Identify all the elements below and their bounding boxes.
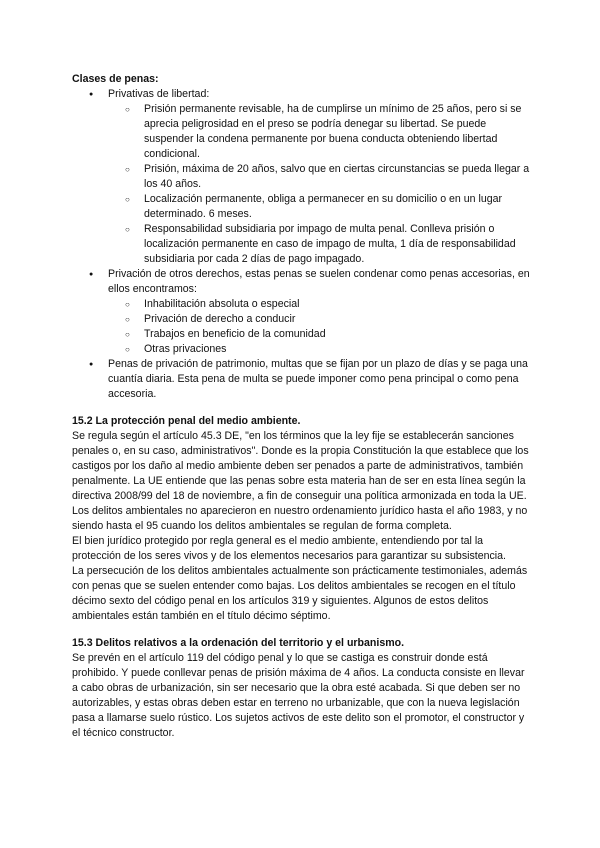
list-item — [72, 87, 532, 267]
penas-list — [72, 87, 532, 402]
sub-list-item: ○ Prisión permanente revisable, ha de cumplirse un mínimo de 25 años, pero si se aprecia peligrosidad en el preso se podría denegar su libertad. Se puede suspender la condena permanente por buena conducta obteniendo libertad condicional. — [108, 102, 532, 162]
sub-list-item: ○ Inhabilitación absoluta o especial — [108, 297, 532, 312]
list-item-text: Penas de privación de patrimonio, multas que se fijan por un plazo de días y se paga una cuantía diaria. Esta pena de multa se puede imponer como pena principal o como pena accesoria. — [108, 358, 528, 400]
sub-list-item: ○ Privación de derecho a conducir — [108, 312, 532, 327]
section-urbanismo — [72, 636, 532, 741]
sub-list-item: ○ Otras privaciones — [108, 342, 532, 357]
paragraph: Los delitos ambientales no aparecieron en nuestro ordenamiento jurídico hasta el año 1983, y no siendo hasta el 95 cuando los delitos ambientales se regulan de forma completa. — [72, 505, 528, 532]
clases-heading: Clases de penas: — [72, 73, 159, 85]
section-heading: 15.2 La protección penal del medio ambiente. — [72, 415, 301, 427]
section-medio-ambiente — [72, 414, 532, 624]
sub-list — [108, 102, 532, 267]
list-item — [72, 357, 532, 402]
list-item-text: Privación de otros derechos, estas penas se suelen condenar como penas accesorias, en ellos encontramos: — [108, 268, 530, 295]
list-item-text: Privativas de libertad: — [108, 88, 210, 100]
section-heading: 15.3 Delitos relativos a la ordenación del territorio y el urbanismo. — [72, 637, 405, 649]
sub-list-item: ○ Prisión, máxima de 20 años, salvo que en ciertas circunstancias se pueda llegar a los 40 años. — [108, 162, 532, 192]
sub-list-item: ○ Responsabilidad subsidiaria por impago de multa penal. Conlleva prisión o localización permanente en caso de impago de multa, 1 día de responsabilidad subsidiaria por cada 2 días de pago impagado. — [108, 222, 532, 267]
sub-list-item: ○ Localización permanente, obliga a permanecer en su domicilio o en un lugar determinado. 6 meses. — [108, 192, 532, 222]
paragraph: El bien jurídico protegido por regla general es el medio ambiente, entendiendo por tal la protección de los seres vivos y de los elementos necesarios para garantizar su subsistencia. — [72, 535, 506, 562]
list-item — [72, 267, 532, 357]
paragraph: La persecución de los delitos ambientales actualmente son prácticamente testimoniales, además con penas que se suelen entender como bajas. Los delitos ambientales se recogen en el título décimo sexto del código penal en los artículos 319 y siguientes. Algunos de estos delitos ambientales están también en el título décimo séptimo. — [72, 565, 528, 622]
sub-list — [108, 297, 532, 357]
sub-list-item: ○ Trabajos en beneficio de la comunidad — [108, 327, 532, 342]
document-page — [72, 72, 532, 741]
paragraph: Se prevén en el artículo 119 del código penal y lo que se castiga es construir donde está prohibido. Y puede conllevar penas de prisión máxima de 4 años. La conducta consiste en llevar a cabo obras de urbanización, sin ser necesario que la obra esté acabada. Si que deben ser no autorizables, y estas obras deben estar en terreno no urbanizable, que con la nueva legislación pasa a llamarse suelo rústico. Los sujetos activos de este delito son el promotor, el constructor y el técnico constructor. — [72, 652, 525, 739]
paragraph: Se regula según el artículo 45.3 DE, "en los términos que la ley fije se establecerán sanciones penales o, en su caso, administrativos". Donde es la propia Constitución la que establece que los castigos por los daño al medio ambiente deben ser penados a parte de administrativos, también penalmente. La UE entiende que las penas sobre esta materia han de ser en esta línea según la directiva 2008/99 del 18 de noviembre, a fin de conseguir una política armonizada en toda la UE. — [72, 430, 529, 502]
